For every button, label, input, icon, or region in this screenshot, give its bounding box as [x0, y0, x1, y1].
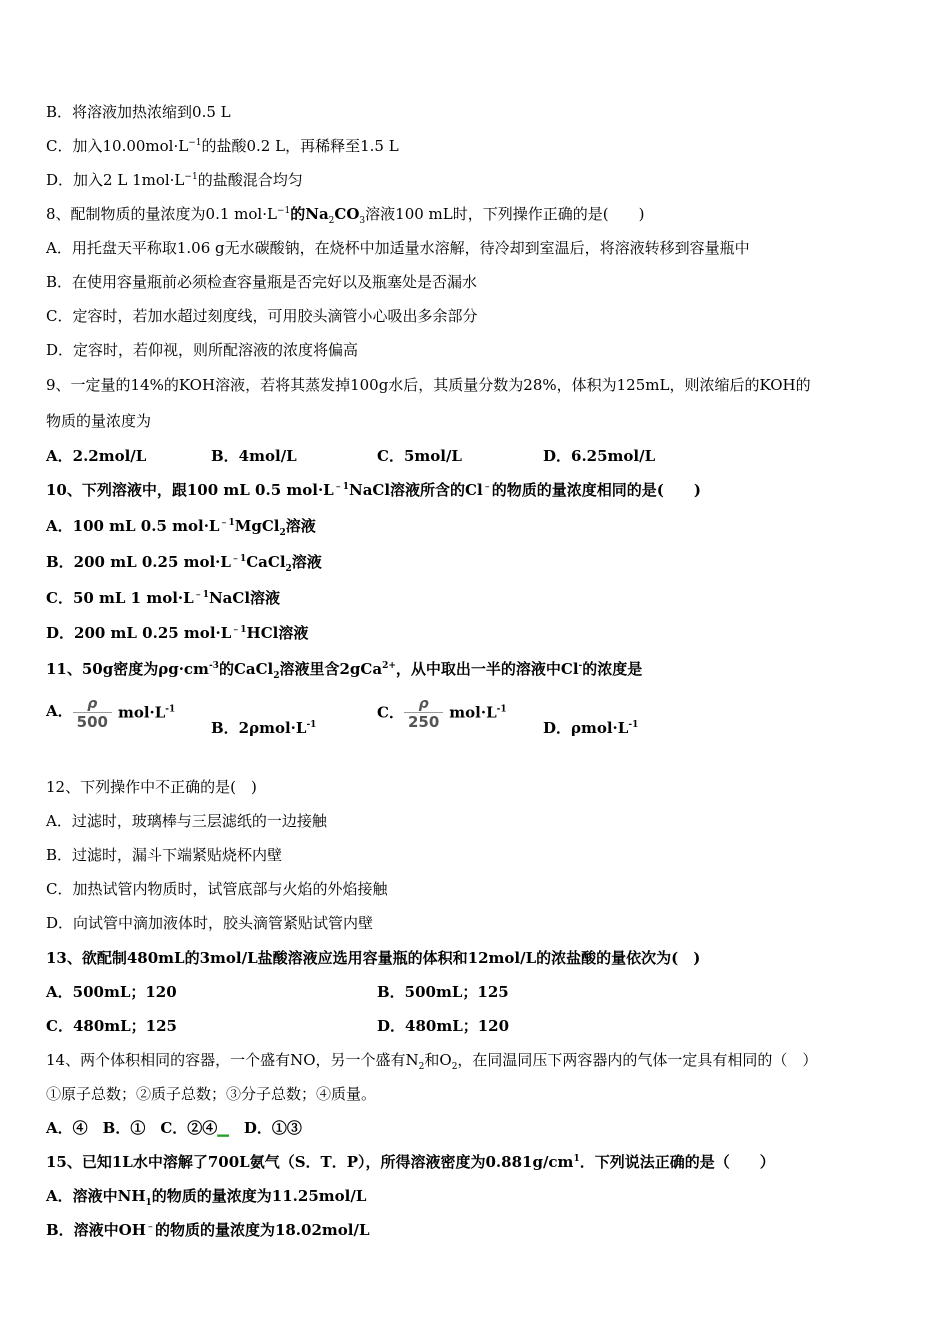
q9-stem-line1: 9、一定量的14%的KOH溶液，若将其蒸发掉100g水后，其质量分数为28%，体积为125mL，则浓缩后的KOH的: [46, 376, 811, 394]
q12-option-c: C．加热试管内物质时，试管底部与火焰的外焰接触: [46, 880, 388, 898]
q15-option-b: B．溶液中OH﹣的物质的量浓度为18.02mol/L: [46, 1221, 370, 1239]
q9-stem-line2: 物质的量浓度为: [46, 412, 152, 430]
q7-option-d: D．加入2 L $1mol\cdot L^{-1}$的盐酸混合均匀: [46, 171, 303, 189]
q11-option-a: A． $\frac{\rho}{500}$ $mol\cdot L^{-1}$: [46, 696, 176, 731]
q12-option-b: B．过滤时，漏斗下端紧贴烧杯内壁: [46, 846, 283, 864]
q13-option-d: D．480mL；120: [377, 1017, 510, 1035]
q12-stem: 12、下列操作中不正确的是( ): [46, 778, 257, 796]
q9-option-b: B．4mol/L: [211, 447, 297, 465]
q8-option-a: A．用托盘天平称取1.06 g无水碳酸钠，在烧杯中加适量水溶解，待冷却到室温后，将溶液转移到容量瓶中: [46, 239, 750, 257]
q10-option-c: C．50 mL 1 $mol\cdot L^{﹣1}NaCl$溶液: [46, 589, 281, 607]
q7-option-b: B．将溶液加热浓缩到0.5 L: [46, 103, 231, 121]
q11-option-b: B．$2\rho mol\cdot L^{-1}$: [211, 719, 317, 737]
q13-option-a: A．500mL；120: [46, 983, 177, 1001]
q14-items: ①原子总数；②质子总数；③分子总数；④质量。: [46, 1085, 377, 1103]
q13-option-c: C．480mL；125: [46, 1017, 177, 1035]
q14-stem: 14、两个体积相同的容器，一个盛有NO，另一个盛有$N_2$和$O_2$，在同温同压下两容器内的气体一定具有相同的（ ）: [46, 1051, 818, 1072]
green-mark: ▁: [217, 1119, 229, 1137]
q8-option-c: C．定容时，若加水超过刻度线，可用胶头滴管小心吸出多余部分: [46, 307, 478, 325]
q11-stem: 11、50g密度为$\rho g\cdot cm^{-3}$的CaCl$_2$溶液里含2gCa$^{2+}$，从中取出一半的溶液中Cl-的浓度是: [46, 660, 643, 681]
q9-option-a: A．2.2mol/L: [46, 447, 147, 465]
q8-stem: 8、配制物质的量浓度为0.1 $mol\cdot L^{-1}$的$Na_2CO_3$溶液100 mL时，下列操作正确的是( ): [46, 205, 645, 226]
q8-option-d: D．定容时，若仰视，则所配溶液的浓度将偏高: [46, 341, 359, 359]
q11-option-c: C． $\frac{\rho}{250}$ $mol\cdot L^{-1}$: [377, 696, 507, 731]
q7-option-c: C．加入$10.00mol\cdot L^{-1}$的盐酸0.2 L，再稀释至1.5 L: [46, 137, 399, 155]
q11-options: [46, 696, 910, 740]
fraction-rho-500: $\frac{\rho}{500}$: [73, 696, 112, 731]
q13-option-b: B．500mL；125: [377, 983, 509, 1001]
q11-option-d: D．$\rho mol\cdot L^{-1}$: [543, 719, 639, 737]
q14-options: A．④ B．① C．②④▁ D．①③: [46, 1119, 302, 1137]
q15-option-a: A．溶液中$NH_1$的物质的量浓度为11.25mol/L: [46, 1187, 367, 1208]
q9-option-d: D．6.25mol/L: [543, 447, 656, 465]
fraction-rho-250: $\frac{\rho}{250}$: [404, 696, 443, 731]
q12-option-d: D．向试管中滴加液体时，胶头滴管紧贴试管内壁: [46, 914, 374, 932]
q13-stem: 13、欲配制480mL的3mol/L盐酸溶液应选用容量瓶的体积和12mol/L的浓盐酸的量依次为( ): [46, 949, 701, 967]
q10-stem: 10、下列溶液中，跟100 mL 0.5 $mol\cdot L^{﹣1}NaCl$溶液所含的Cl﹣的物质的量浓度相同的是( ): [46, 481, 701, 499]
q10-option-d: D．200 mL 0.25 $mol\cdot L^{﹣1}HCl$溶液: [46, 624, 309, 642]
q9-option-c: C．5mol/L: [377, 447, 462, 465]
q15-stem: 15、已知1L水中溶解了700L氨气（S．T．P），所得溶液密度为$0.881g/cm^1$．下列说法正确的是（ ）: [46, 1153, 775, 1171]
q8-option-b: B．在使用容量瓶前必须检查容量瓶是否完好以及瓶塞处是否漏水: [46, 273, 478, 291]
q12-option-a: A．过滤时，玻璃棒与三层滤纸的一边接触: [46, 812, 327, 830]
q10-option-b: B．200 mL 0.25 $mol\cdot L^{﹣1}CaCl_2$溶液: [46, 553, 322, 574]
q10-option-a: A．100 mL 0.5 $mol\cdot L^{﹣1}MgCl_2$溶液: [46, 517, 316, 538]
